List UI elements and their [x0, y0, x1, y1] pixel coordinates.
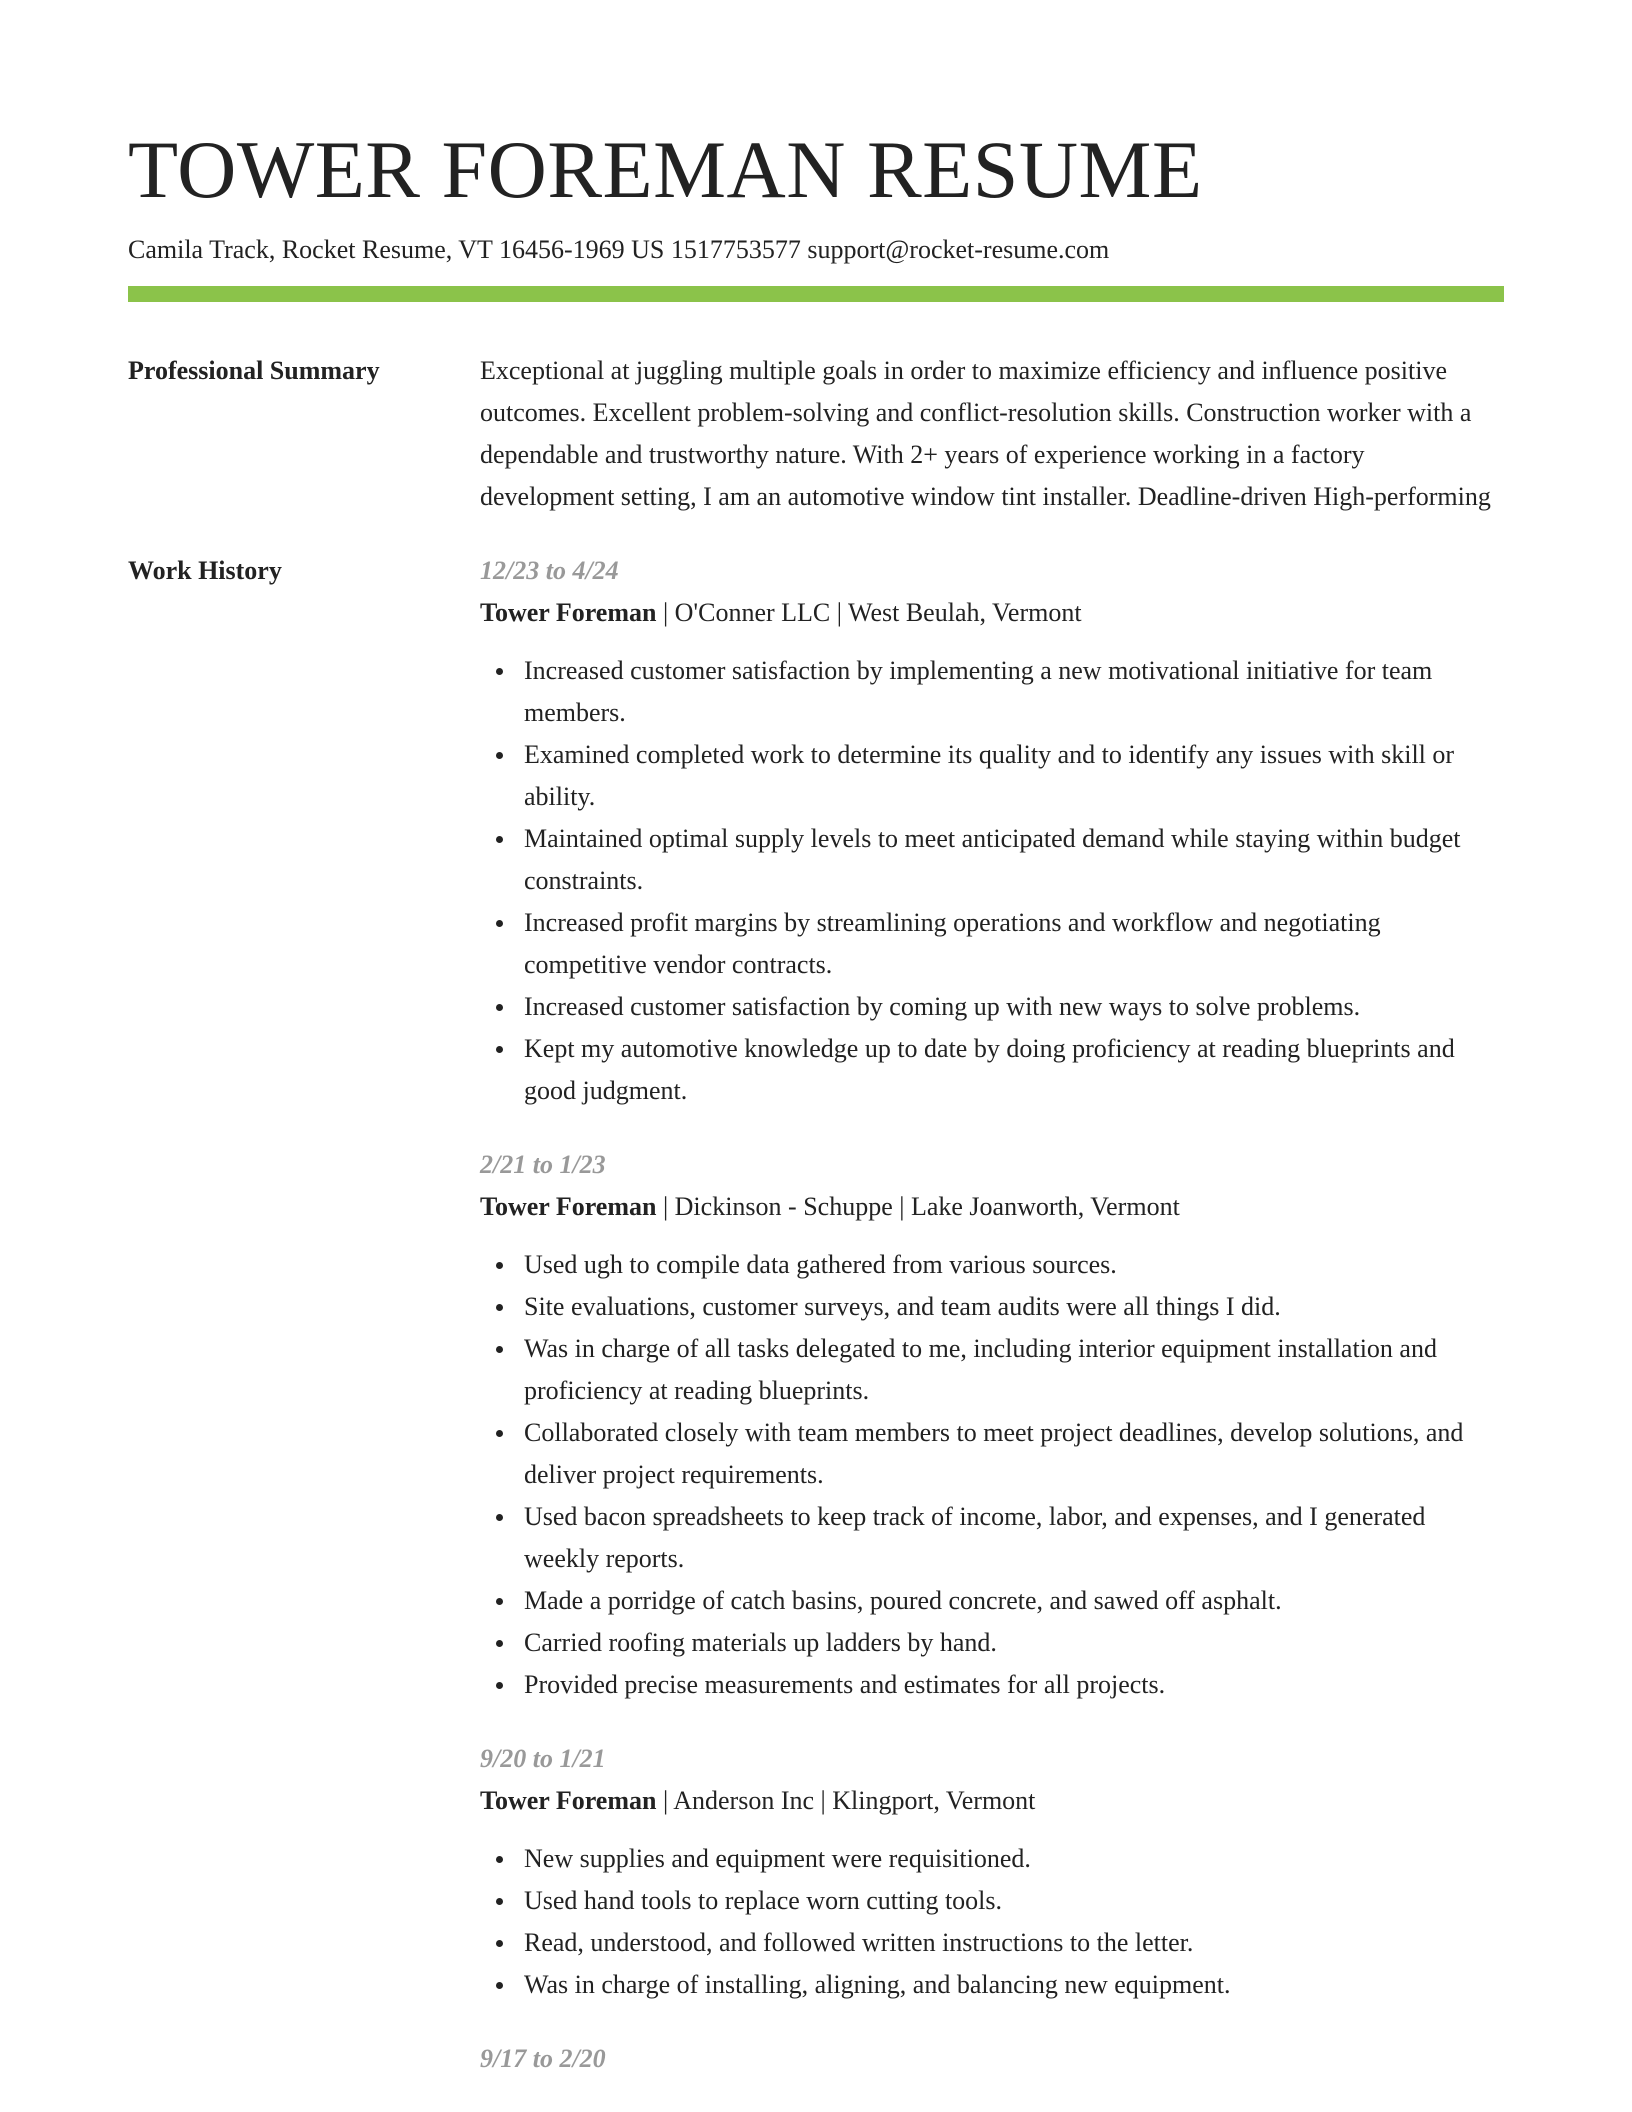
section-label-work-history: Work History [128, 556, 282, 585]
duty-item: Read, understood, and followed written instructions to the letter. [524, 1922, 1504, 1964]
job-dates: 9/20 to 1/21 [480, 1744, 606, 1773]
duty-item: Examined completed work to determine its quality and to identify any issues with skill or ability. [524, 734, 1504, 818]
resume-title: TOWER FOREMAN RESUME [128, 124, 1203, 215]
job-entry [480, 550, 1504, 1112]
duty-item: Was in charge of all tasks delegated to me, including interior equipment installation and proficiency at reading blueprints. [524, 1328, 1504, 1412]
job-title: Tower Foreman [480, 598, 657, 627]
duty-item: Kept my automotive knowledge up to date by doing proficiency at reading blueprints and good judgment. [524, 1028, 1504, 1112]
job-duties-list [480, 650, 1504, 1112]
summary-text: Exceptional at juggling multiple goals in order to maximize efficiency and influence positive outcomes. Excellent problem-solving and conflict-resolution skills. Construction worker with a dependable and trustworthy nature. With 2+ years of experience working in a factory development setting, I am an automotive window tint installer. Deadline-driven High-performing [480, 356, 1491, 511]
duty-item: Site evaluations, customer surveys, and team audits were all things I did. [524, 1286, 1504, 1328]
job-title-line [480, 592, 1504, 634]
duty-item: Maintained optimal supply levels to meet anticipated demand while staying within budget constraints. [524, 818, 1504, 902]
duty-item: Was in charge of installing, aligning, and balancing new equipment. [524, 1964, 1504, 2006]
duty-item: Used bacon spreadsheets to keep track of income, labor, and expenses, and I generated weekly reports. [524, 1496, 1504, 1580]
job-entry [480, 1738, 1504, 2006]
duty-item: Increased profit margins by streamlining operations and workflow and negotiating competitive vendor contracts. [524, 902, 1504, 986]
duty-item: New supplies and equipment were requisitioned. [524, 1838, 1504, 1880]
job-duties-list [480, 1838, 1504, 2006]
resume-page [128, 120, 1504, 2112]
duty-item: Collaborated closely with team members to meet project deadlines, develop solutions, and deliver project requirements. [524, 1412, 1504, 1496]
job-dates: 12/23 to 4/24 [480, 556, 619, 585]
work-history-section [128, 550, 1504, 2112]
job-employer-location: | Anderson Inc | Klingport, Vermont [656, 1786, 1036, 1815]
job-title-line [480, 1186, 1504, 1228]
section-label-professional-summary: Professional Summary [128, 356, 380, 385]
duty-item: Made a porridge of catch basins, poured concrete, and sawed off asphalt. [524, 1580, 1504, 1622]
professional-summary-section [128, 350, 1504, 518]
duty-item: Used hand tools to replace worn cutting tools. [524, 1880, 1504, 1922]
duty-item: Carried roofing materials up ladders by hand. [524, 1622, 1504, 1664]
job-entry [480, 2038, 1504, 2080]
job-title: Tower Foreman [480, 1786, 657, 1815]
job-employer-location: | O'Conner LLC | West Beulah, Vermont [656, 598, 1082, 627]
duty-item: Used ugh to compile data gathered from various sources. [524, 1244, 1504, 1286]
job-entry [480, 1144, 1504, 1706]
work-history-list [480, 550, 1504, 2112]
job-title: Tower Foreman [480, 1192, 657, 1221]
duty-item: Increased customer satisfaction by coming up with new ways to solve problems. [524, 986, 1504, 1028]
job-title-line [480, 1780, 1504, 1822]
header-accent-rule [128, 286, 1504, 302]
job-dates: 9/17 to 2/20 [480, 2044, 606, 2073]
job-employer-location: | Dickinson - Schuppe | Lake Joanworth, Vermont [656, 1192, 1180, 1221]
contact-line: Camila Track, Rocket Resume, VT 16456-1969 US 1517753577 support@rocket-resume.com [128, 235, 1110, 264]
duty-item: Provided precise measurements and estimates for all projects. [524, 1664, 1504, 1706]
job-duties-list [480, 1244, 1504, 1706]
job-dates: 2/21 to 1/23 [480, 1150, 606, 1179]
duty-item: Increased customer satisfaction by implementing a new motivational initiative for team members. [524, 650, 1504, 734]
